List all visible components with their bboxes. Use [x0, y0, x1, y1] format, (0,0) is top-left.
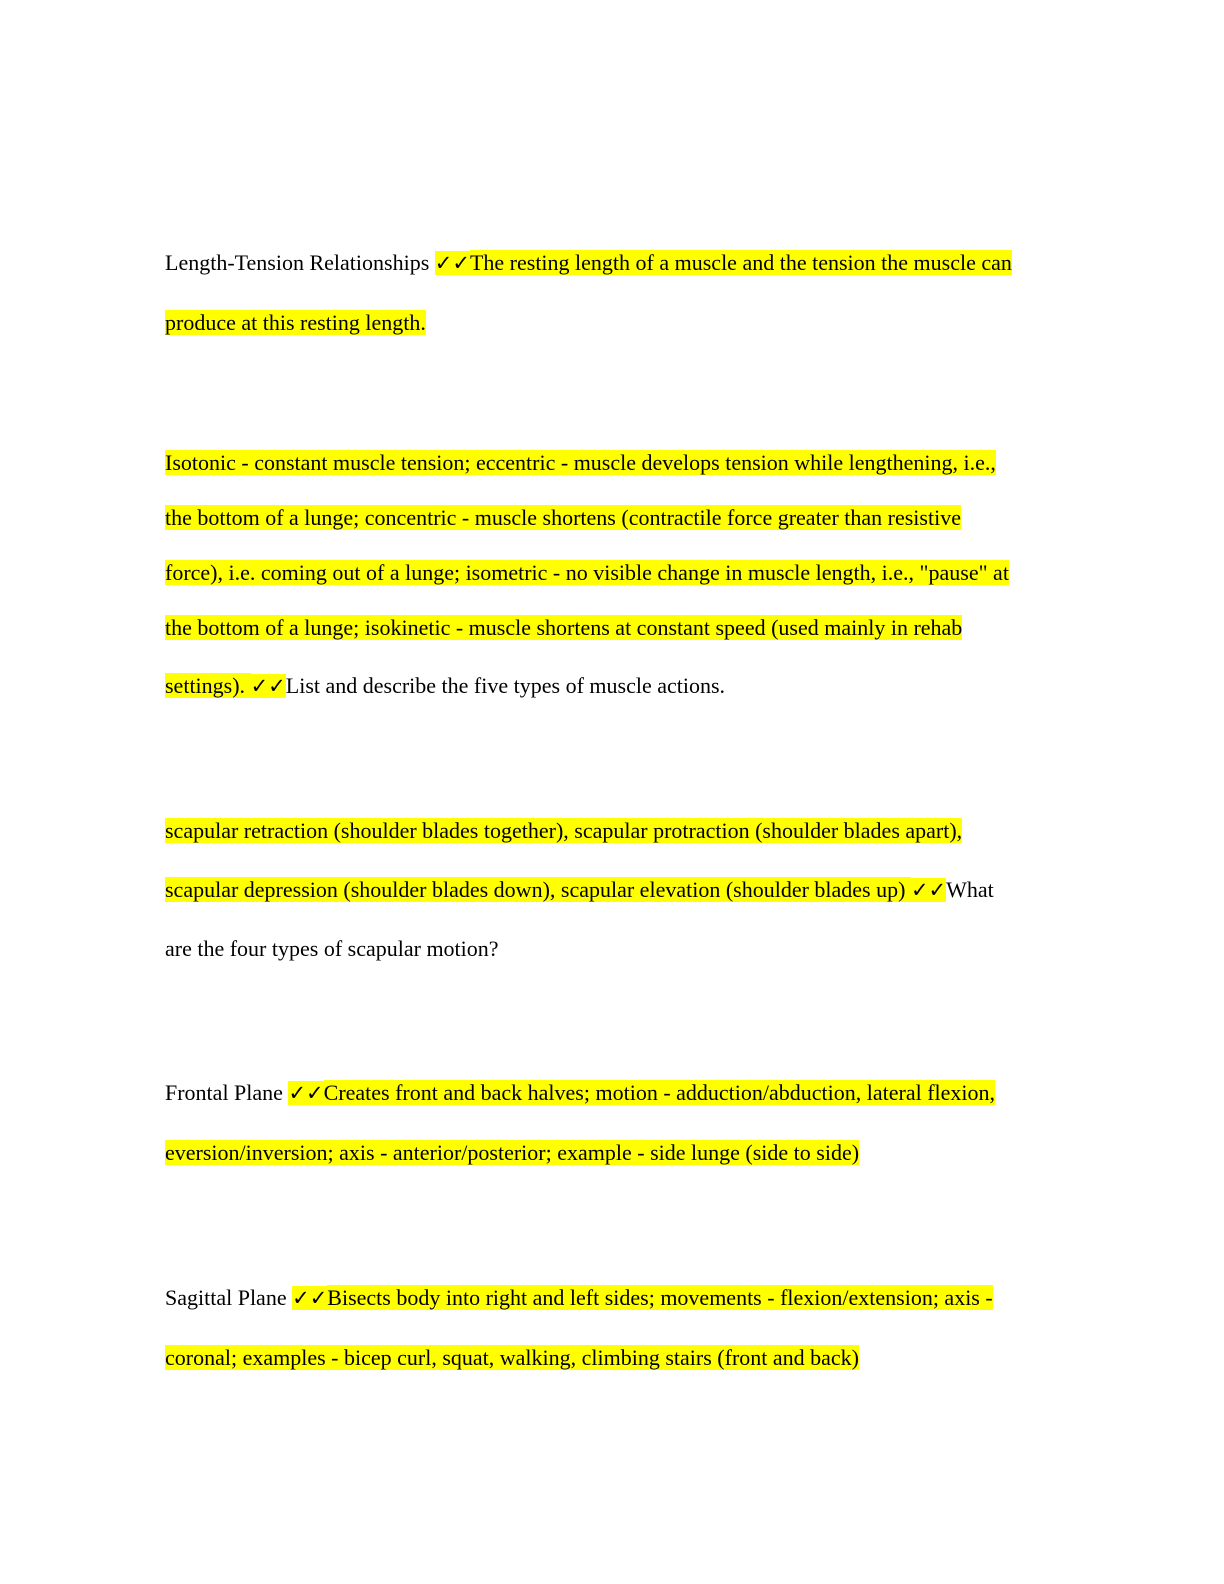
text-line [143, 215, 1012, 275]
text-line [143, 1310, 860, 1370]
text-line [143, 1105, 860, 1165]
highlighted-definition-text: eversion/inversion; axis - anterior/posterior; example - side lunge (side to side) [165, 1140, 860, 1165]
text-line [143, 415, 996, 475]
highlighted-definition-text: coronal; examples - bicep curl, squat, walking, climbing stairs (front and back) [165, 1345, 860, 1370]
term-text: Frontal Plane [165, 1080, 289, 1105]
text-line [143, 275, 426, 335]
text-line [143, 783, 963, 843]
text-line [143, 901, 499, 961]
double-check-icon: ✓✓ [434, 251, 470, 275]
highlighted-definition-text: settings). [165, 673, 251, 698]
highlighted-definition-text: force), i.e. coming out of a lunge; isometric - no visible change in muscle length, i.e., "pause" at [165, 560, 1009, 585]
highlighted-definition-text: the bottom of a lunge; concentric - muscle shortens (contractile force greater than resistive [165, 505, 961, 530]
highlighted-definition-text: the bottom of a lunge; isokinetic - muscle shortens at constant speed (used mainly in rehab [165, 615, 963, 640]
term-text: are the four types of scapular motion? [165, 936, 499, 961]
text-line [143, 580, 963, 640]
term-text: What [946, 877, 994, 902]
highlighted-definition-text: Bisects body into right and left sides; movements - flexion/extension; axis - [327, 1285, 993, 1310]
highlighted-definition-text: produce at this resting length. [165, 310, 426, 335]
highlighted-definition-text: The resting length of a muscle and the tension the muscle can [469, 250, 1012, 275]
term-text: List and describe the five types of muscle actions. [285, 673, 726, 698]
double-check-icon: ✓✓ [288, 1081, 324, 1105]
double-check-icon: ✓✓ [292, 1286, 328, 1310]
text-line [143, 842, 994, 902]
term-text: Length-Tension Relationships [165, 250, 435, 275]
highlighted-definition-text: Creates front and back halves; motion - adduction/abduction, lateral flexion, [323, 1080, 996, 1105]
text-line [143, 470, 961, 530]
text-line [143, 525, 1009, 585]
text-line [143, 1250, 993, 1310]
highlighted-definition-text: scapular retraction (shoulder blades together), scapular protraction (shoulder blades apart), [165, 818, 963, 843]
text-line [143, 1045, 996, 1105]
term-text: Sagittal Plane [165, 1285, 293, 1310]
highlighted-definition-text: scapular depression (shoulder blades down), scapular elevation (shoulder blades up) [165, 877, 911, 902]
highlighted-definition-text: Isotonic - constant muscle tension; eccentric - muscle develops tension while lengthening, i.e., [165, 450, 996, 475]
double-check-icon: ✓✓ [250, 674, 286, 698]
double-check-icon: ✓✓ [910, 878, 947, 902]
text-line [143, 638, 726, 698]
